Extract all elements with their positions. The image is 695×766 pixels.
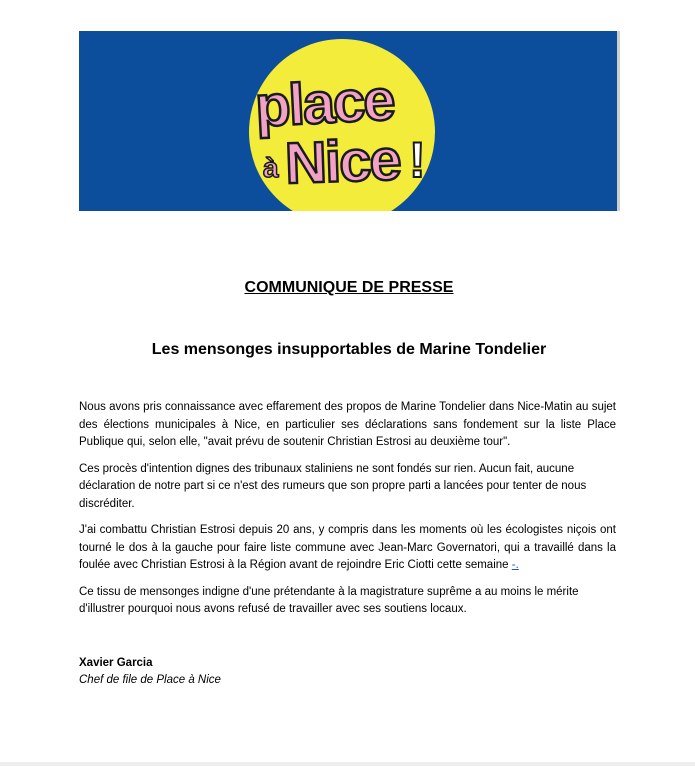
paragraph-3 [79, 522, 616, 575]
logo-word-a: à [263, 152, 279, 183]
paragraph-3-text: J'ai combattu Christian Estrosi depuis 20 ans, y compris dans les moments où les écologistes niçois ont tourné le dos à la gauche pour faire liste commune avec Jean-Marc Governatori, qui a travaillé dans la foulée avec Christian Estrosi à la Région avant de rejoindre Eric Ciotti cette semaine [79, 524, 616, 571]
logo-word-nice: Nice [283, 127, 401, 197]
paragraph-1: Nous avons pris connaissance avec effarement des propos de Marine Tondelier dans Nice-Matin au sujet des élections municipales à Nice, en particulier ses déclarations sans fondement sur la liste Place Publique qui, selon elle, "avait prévu de soutenir Christian Estrosi au deuxième tour". [79, 401, 616, 448]
article-body [79, 399, 616, 628]
headline: Les mensonges insupportables de Marine Tondelier [151, 341, 547, 358]
logo-word-place: place [253, 67, 396, 140]
signature-name: Xavier Garcia [79, 657, 153, 669]
page-bottom-edge [0, 762, 695, 766]
signature-role: Chef de file de Place à Nice [79, 674, 221, 686]
paragraph-4: Ce tissu de mensonges indigne d'une prétendante à la magistrature suprême a au moins le mérite d'illustrer pourquoi nous avons refusé de travailler avec ses soutiens locaux. [79, 585, 579, 615]
header-banner [79, 31, 617, 211]
article-link[interactable]: -. [511, 559, 519, 571]
press-release-title: COMMUNIQUE DE PRESSE [244, 279, 454, 296]
place-a-nice-logo [79, 31, 617, 211]
logo-exclamation: ! [409, 132, 426, 188]
paragraph-2: Ces procès d'intention dignes des tribunaux staliniens ne sont fondés sur rien. Aucun fait, aucune déclaration de notre part si ce n'est des rumeurs que son propre parti a lancées pour tenter de nous discréditer. [79, 462, 587, 510]
banner-edge [617, 31, 620, 211]
signature-block [79, 655, 221, 689]
